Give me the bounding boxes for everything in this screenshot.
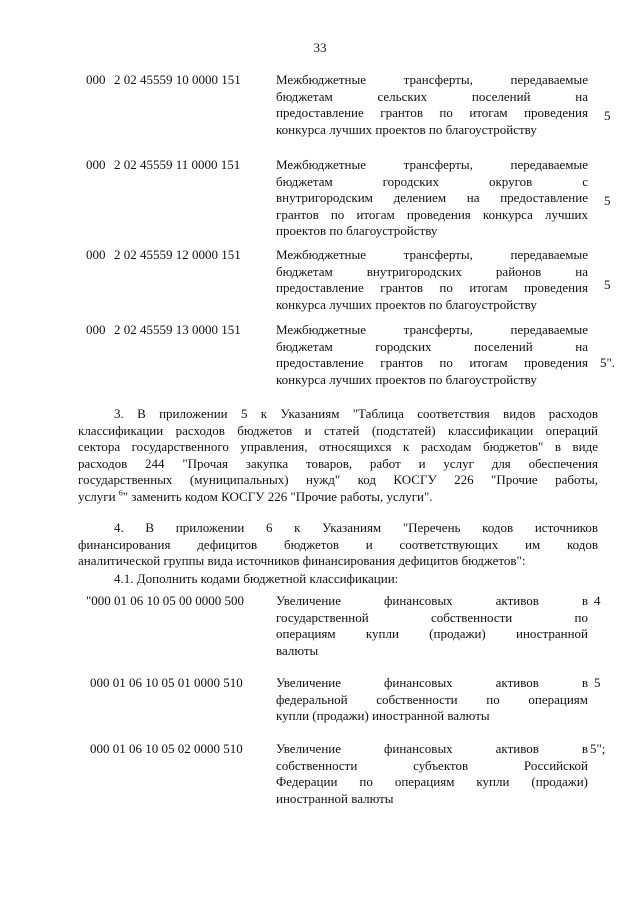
description-line: собственности субъектов Российской (276, 757, 588, 773)
paragraph-line: расходов 244 "Прочая закупка товаров, работ и услуг для обеспечения (78, 455, 598, 471)
description-line: бюджетам городских поселений на (276, 338, 588, 354)
paragraph-line (78, 489, 598, 506)
description-line: конкурса лучших проектов по благоустройству (276, 296, 537, 312)
table-number: 5"; (590, 741, 606, 756)
description-line: конкурса лучших проектов по благоустройству (276, 121, 537, 137)
paragraph-line: сектора государственного управления, относящихся к расходам бюджетов" в виде (78, 439, 598, 455)
description-line: Межбюджетные трансферты, передаваемые (276, 72, 588, 87)
description-line: бюджетам сельских поселений на (276, 88, 588, 104)
description-line: проектов по благоустройству (276, 223, 438, 239)
paragraph-text: услуги (78, 488, 119, 504)
paragraph-line: аналитической группы вида источников финансирования дефицитов бюджетов": (78, 553, 526, 569)
footnote-superscript: 6 (118, 488, 123, 498)
paragraph-line: 3. В приложении 5 к Указаниям "Таблица соответствия видов расходов (114, 406, 598, 421)
description-line: операциям купли (продажи) иностранной (276, 626, 588, 642)
table-code: 2 02 45559 12 0000 151 (114, 247, 241, 262)
paragraph-line: 4.1. Дополнить кодами бюджетной классификации: (114, 571, 399, 586)
description-line: предоставление грантов по итогам проведения (276, 105, 588, 121)
description-line: предоставление грантов по итогам проведения (276, 355, 588, 371)
table-code: 000 01 06 10 05 02 0000 510 (90, 741, 243, 756)
table-code-prefix: 000 (86, 72, 106, 87)
description-line: бюджетам городских округов с (276, 173, 588, 189)
table-number: 5 (604, 193, 611, 208)
table-code-prefix: 000 (86, 322, 106, 337)
description-line: Увеличение финансовых активов в (276, 593, 588, 608)
table-number: 5". (600, 355, 616, 370)
paragraph-4 (78, 520, 598, 570)
description-line: Увеличение финансовых активов в (276, 741, 588, 756)
description-line: Увеличение финансовых активов в (276, 675, 588, 690)
table-description (276, 72, 588, 138)
description-line: Межбюджетные трансферты, передаваемые (276, 247, 588, 262)
table-code-prefix: 000 (86, 157, 106, 172)
description-line: государственной собственности по (276, 609, 588, 625)
paragraph-line: классификации расходов бюджетов и статей (подстатей) классификации операций (78, 422, 598, 438)
table-number: 4 (594, 593, 601, 608)
description-line: внутригородским делением на предоставление (276, 190, 588, 206)
description-line: грантов по итогам проведения конкурса лучших (276, 206, 588, 222)
paragraph-line: 4. В приложении 6 к Указаниям "Перечень кодов источников (114, 520, 598, 535)
description-line: Межбюджетные трансферты, передаваемые (276, 322, 588, 337)
description-line: Межбюджетные трансферты, передаваемые (276, 157, 588, 172)
page-number: 33 (313, 40, 327, 55)
table-number: 5 (604, 108, 611, 123)
table-code: "000 01 06 10 05 00 0000 500 (86, 593, 245, 608)
table-description (276, 322, 588, 388)
table-description (276, 741, 588, 807)
description-line: предоставление грантов по итогам проведения (276, 280, 588, 296)
table-code: 2 02 45559 10 0000 151 (114, 72, 241, 87)
table-description (276, 593, 588, 659)
paragraph-line: государственных (муниципальных) нужд" код КОСГУ 226 "Прочие работы, (78, 472, 598, 488)
table-description (276, 247, 588, 313)
table-code-prefix: 000 (86, 247, 106, 262)
table-code: 2 02 45559 13 0000 151 (114, 322, 241, 337)
description-line: валюты (276, 642, 319, 658)
paragraph-text: " заменить кодом КОСГУ 226 "Прочие работы, услуги". (122, 488, 433, 504)
paragraph-3 (78, 406, 598, 506)
description-line: Федерации по операциям купли (продажи) (276, 774, 588, 790)
paragraph-4-1 (114, 571, 634, 588)
table-description (276, 675, 588, 725)
table-code: 2 02 45559 11 0000 151 (114, 157, 241, 172)
paragraph-line: финансирования дефицитов бюджетов и соответствующих им кодов (78, 536, 598, 552)
description-line: купли (продажи) иностранной валюты (276, 708, 490, 724)
table-number: 5 (604, 277, 611, 292)
table-code: 000 01 06 10 05 01 0000 510 (90, 675, 243, 690)
description-line: бюджетам внутригородских районов на (276, 263, 588, 279)
table-description (276, 157, 588, 240)
description-line: конкурса лучших проектов по благоустройству (276, 371, 537, 387)
description-line: федеральной собственности по операциям (276, 691, 588, 707)
table-number: 5 (594, 675, 601, 690)
description-line: иностранной валюты (276, 790, 394, 806)
